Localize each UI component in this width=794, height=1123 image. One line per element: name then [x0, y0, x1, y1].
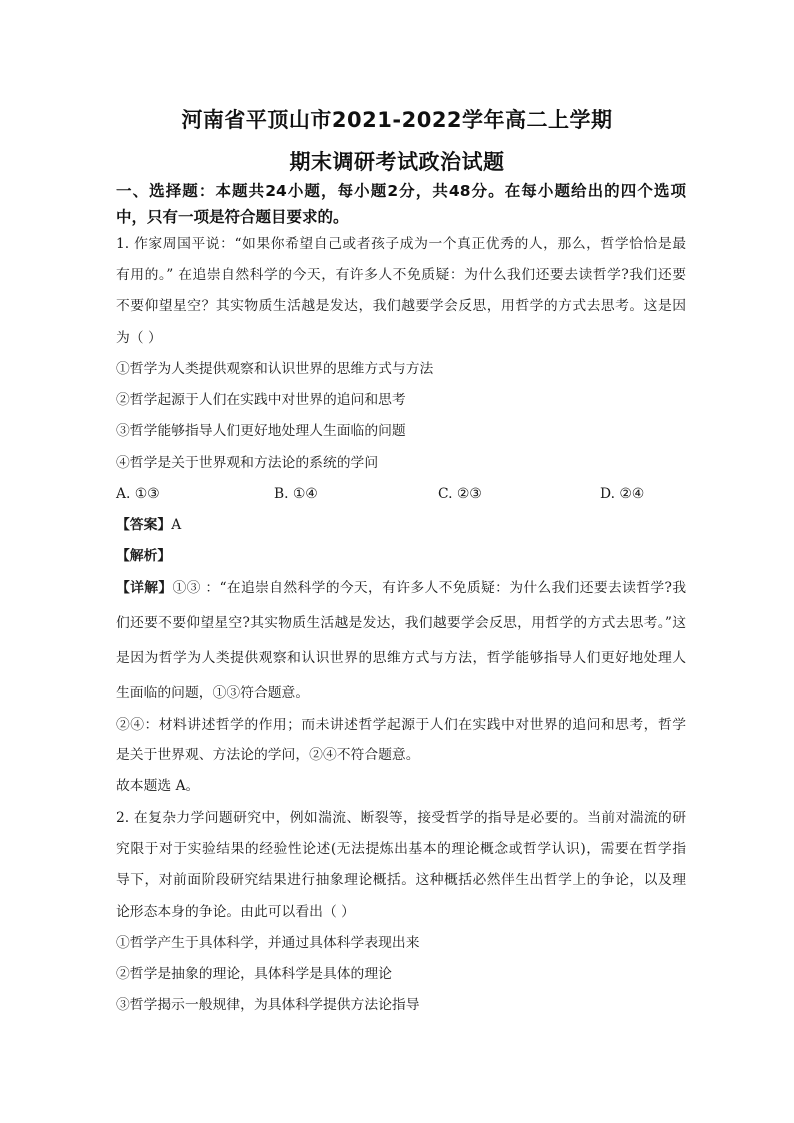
question-1-option-b: B. ①④	[274, 486, 318, 502]
question-1-option-c: C. ②③	[438, 486, 482, 502]
question-1-detail-line: 是因为哲学为人类提供观察和认识世界的思维方式与方法，哲学能够指导人们更好地处理人	[116, 650, 686, 666]
question-1-statement: ④哲学是关于世界观和方法论的系统的学问	[116, 455, 379, 471]
detail-tag: 【详解】	[116, 580, 173, 596]
question-1-stem-line: 为（ ）	[116, 330, 162, 346]
question-1-detail-line: ②④：材料讲述哲学的作用；而未讲述哲学起源于人们在实践中对世界的追问和思考，哲学	[116, 717, 686, 733]
question-1-detail-line: 们还要不要仰望星空?其实物质生活越是发达，我们越要学会反思，用哲学的方式去思考。”这	[116, 615, 686, 631]
question-1-option-d: D. ②④	[600, 486, 645, 502]
answer-tag: 【答案】	[116, 517, 172, 533]
question-1-statement: ②哲学起源于人们在实践中对世界的追问和思考	[116, 392, 406, 408]
question-1-statement: ①哲学为人类提供观察和认识世界的思维方式与方法	[116, 361, 434, 377]
section-heading-line-1: 一、选择题：本题共24小题，每小题2分，共48分。在每小题给出的四个选项	[116, 182, 686, 200]
question-2-statement: ③哲学揭示一般规律，为具体科学提供方法论指导	[116, 997, 420, 1013]
question-2-stem-line: 2. 在复杂力学问题研究中，例如湍流、断裂等，接受哲学的指导是必要的。当前对湍流的研	[116, 810, 686, 826]
question-2-stem-line: 论形态本身的争论。由此可以看出（ ）	[116, 904, 355, 920]
question-1-detail-line: 生面临的问题，①③符合题意。	[116, 685, 310, 701]
question-2-stem-line: 导下，对前面阶段研究结果进行抽象理论概括。这种概括必然伴生出哲学上的争论，以及理	[116, 872, 686, 888]
page-title: 河南省平顶山市2021-2022学年高二上学期	[181, 108, 613, 132]
question-1-stem-line: 不要仰望星空？其实物质生活越是发达，我们越要学会反思，用哲学的方式去思考。这是因	[116, 298, 686, 314]
question-2-statement: ②哲学是抽象的理论，具体科学是具体的理论	[116, 966, 392, 982]
detail-text: ①③ ：“在追崇自然科学的今天，有许多人不免质疑：为什么我们还要去读哲学?我	[172, 580, 686, 596]
section-heading-line-2: 中，只有一项是符合题目要求的。	[116, 208, 349, 226]
page-subtitle: 期末调研考试政治试题	[289, 150, 505, 174]
question-1-answer	[116, 515, 686, 535]
question-1-statement: ③哲学能够指导人们更好地处理人生面临的问题	[116, 423, 406, 439]
question-1-stem-line: 1. 作家周国平说：“如果你希望自己或者孩子成为一个真正优秀的人，那么，哲学恰恰是最	[116, 236, 686, 252]
question-1-analysis-heading	[116, 546, 686, 566]
question-1-detail-line: 故本题选 A。	[116, 778, 200, 794]
answer-value: A	[171, 517, 182, 533]
question-2-statement: ①哲学产生于具体科学，并通过具体科学表现出来	[116, 935, 420, 951]
question-2-stem-line: 究限于对于实验结果的经验性论述(无法提炼出基本的理论概念或哲学认识)，需要在哲学指	[116, 841, 686, 857]
question-1-stem-line: 有用的。” 在追崇自然科学的今天，有许多人不免质疑：为什么我们还要去读哲学?我们还要	[116, 267, 686, 283]
question-1-option-a: A. ①③	[116, 486, 160, 502]
question-1-detail-line: 是关于世界观、方法论的学问，②④不符合题意。	[116, 747, 420, 763]
analysis-tag: 【解析】	[116, 548, 172, 564]
question-1-detail-line	[116, 578, 686, 598]
